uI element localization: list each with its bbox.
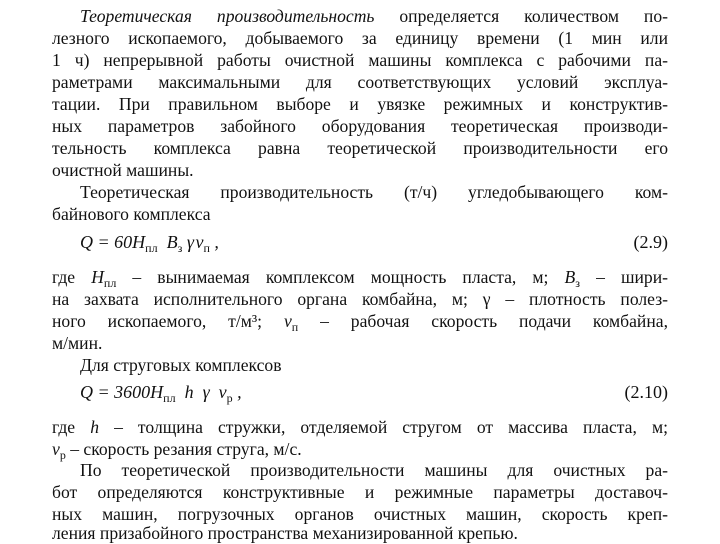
eq-var: B (166, 232, 178, 252)
eq-lhs: Q = 60 (80, 232, 133, 252)
paragraph-1-line-1 (80, 5, 668, 27)
math-var: B (564, 267, 576, 287)
where-1-line-1 (52, 266, 668, 288)
equation-2-10 (80, 382, 242, 403)
eq-subscript: пл (163, 391, 176, 405)
math-subscript: р (59, 448, 66, 462)
paragraph-1-line-5: тации. При правильном выборе и увязке режимных и конструктив- (52, 94, 668, 114)
where-1-line-2: на захвата исполнительного органа комбайна, м; γ – плотность полез- (52, 289, 668, 309)
equation-number-2-9: (2.9) (633, 232, 668, 252)
where-1-line-3 (52, 310, 668, 332)
where-2-line-2 (52, 438, 668, 460)
where-2-line-1 (52, 416, 668, 438)
eq-tail: , (237, 382, 242, 402)
text-span: где (52, 417, 76, 437)
paragraph-2-line-1: Теоретическая производительность (т/ч) угледобывающего ком- (80, 182, 668, 202)
equation-number-2-10: (2.10) (624, 382, 668, 402)
eq-var: H (132, 232, 146, 252)
eq-var: v (195, 232, 204, 252)
eq-tail: , (214, 232, 219, 252)
math-var: v (52, 439, 60, 459)
math-subscript: пл (103, 276, 117, 290)
paragraph-1-line-2: лезного ископаемого, добываемого за единицу времени (1 мин или (52, 28, 668, 48)
equation-2-9 (80, 232, 219, 253)
math-subscript: з (575, 276, 581, 290)
text-span: – рабочая скорость подачи комбайна, (320, 311, 668, 331)
math-var: v (283, 311, 292, 331)
paragraph-2-line-2: байнового комплекса (52, 204, 211, 224)
text-span: ного ископаемого, т/м³; (52, 311, 263, 331)
eq-lhs: Q = 3600 (80, 382, 151, 402)
eq-subscript: з (177, 241, 183, 255)
math-subscript: п (291, 320, 299, 334)
eq-subscript: пл (145, 241, 158, 255)
text-span: где (52, 267, 76, 287)
text-span: – шири- (596, 267, 668, 287)
eq-var: v (218, 382, 227, 402)
text-span: – скорость резания струга, м/с. (70, 439, 302, 459)
paragraph-1-line-8: очистной машины. (52, 160, 194, 180)
eq-var: h (184, 382, 194, 402)
paragraph-1-line-6: ных параметров забойного оборудования теоретическая производи- (52, 116, 668, 136)
text-span: определяется количеством по- (399, 6, 668, 26)
math-var: H (91, 267, 104, 287)
paragraph-1-line-4: раметрами максимальными для соответствующих условий эксплуа- (52, 72, 668, 92)
eq-var: H (150, 382, 164, 402)
paragraph-1-line-3: 1 ч) непрерывной работы очистной машины комплекса с рабочими па- (52, 50, 668, 70)
text-span: – вынимаемая комплексом мощность пласта, м; (132, 267, 549, 287)
eq-subscript: р (226, 391, 233, 405)
paragraph-4-line-4: ления призабойного пространства механизированной крепью. (52, 523, 518, 543)
eq-var: γ (186, 232, 194, 252)
paragraph-1-line-7: тельность комплекса равна теоретической производительности его (52, 138, 668, 158)
term-theoretical-productivity: Теоретическая производительность (80, 6, 375, 26)
paragraph-3-line-1: Для струговых комплексов (80, 355, 282, 375)
where-1-line-4: м/мин. (52, 333, 103, 353)
paragraph-4-line-3: ных машин, погрузочных органов очистных машин, скорость креп- (52, 504, 668, 524)
paragraph-4-line-1: По теоретической производительности машины для очистных ра- (80, 460, 668, 480)
paragraph-4-line-2: бот определяются конструктивные и режимные параметры доставоч- (52, 482, 668, 502)
math-var: h (90, 417, 99, 437)
eq-var: γ (202, 382, 210, 402)
eq-subscript: п (203, 241, 210, 255)
text-span: – толщина стружки, отделяемой стругом от массива пласта, м; (114, 417, 668, 437)
